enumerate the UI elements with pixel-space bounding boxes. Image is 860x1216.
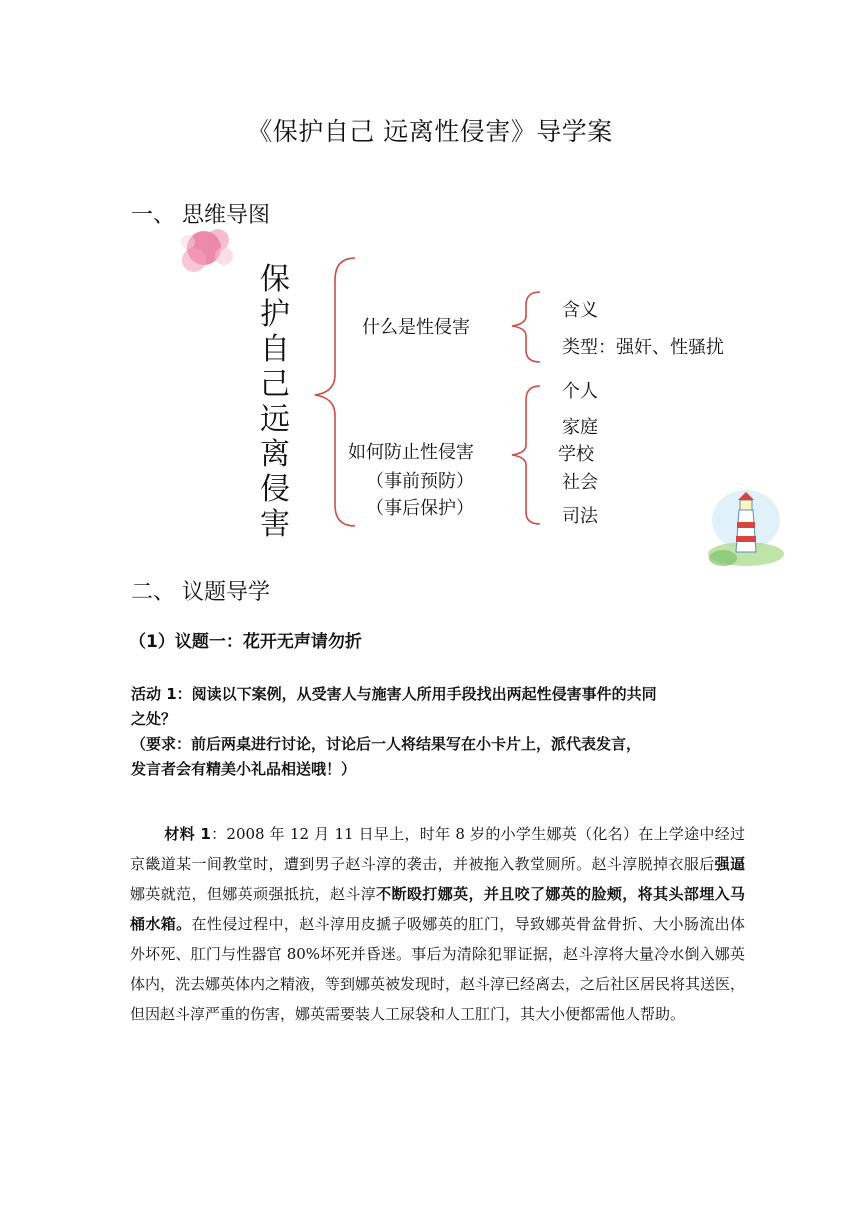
mindmap-item-society: 社会 (562, 472, 598, 493)
section-1-heading: 一、 思维导图 (131, 203, 270, 228)
pink-watercolor-decoration (180, 226, 242, 278)
activity-1-line-2: 之处？ (131, 710, 177, 728)
section-2-heading: 二、 议题导学 (131, 580, 270, 605)
material-1-text-3: 在性侵过程中，赵斗淳用皮搋子吸娜英的肛门，导致娜英骨盆骨折、大小肠流出体外坏死、肛门与性器官 80%坏死并昏迷。事后为清除犯罪证据，赵斗淳将大量冷水倒入娜英体内，洗去娜英体内之精液，等到娜英被发现时，赵斗淳已经离去，之后社区居民将其送医，但因赵斗淳严重的伤害，娜英需要装人工尿袋和人工肛门，其大小便都需他人帮助。 (130, 915, 746, 1023)
mindmap-branch-what: 什么是性侵害 (362, 317, 470, 338)
document-title: 《保护自己 远离性侵害》导学案 (247, 117, 613, 146)
requirement-line-1: （要求：前后两桌进行讨论，讨论后一人将结果写在小卡片上，派代表发言， (131, 735, 642, 753)
activity-1-line-1: 活动 1：阅读以下案例，从受害人与施害人所用手段找出两起性侵害事件的共同 (131, 685, 657, 703)
mindmap-branch-how: 如何防止性侵害 (348, 442, 474, 463)
mindmap-item-types: 类型：强奸、性骚扰 (562, 337, 724, 358)
material-1-paragraph (130, 819, 745, 1029)
mindmap-item-individual: 个人 (562, 381, 598, 402)
material-1-text-2: 娜英就范，但娜英顽强抵抗，赵斗淳 (130, 885, 377, 903)
mindmap-item-judiciary: 司法 (562, 506, 598, 527)
requirement-line-2: 发言者会有精美小礼品相送哦！） (131, 760, 357, 778)
material-1-text-1: ：2008 年 12 月 11 日早上，时年 8 岁的小学生娜英（化名）在上学途中经过京畿道某一间教堂时，遭到男子赵斗淳的袭击，并被拖入教堂厕所。赵斗淳脱掉衣服后 (130, 825, 745, 873)
mindmap-sub-before: （事前预防） (366, 471, 474, 492)
material-1-label: 材料 1 (164, 825, 211, 843)
mindmap-root: 保护自己远离侵害 (260, 262, 290, 542)
material-1-bold-2: 不断殴打娜英，并且咬了娜英的脸颊，将其头部埋入马桶水箱。 (130, 885, 745, 933)
material-1-bold-1: 强逼 (714, 855, 745, 873)
mindmap-item-meaning: 含义 (562, 300, 598, 321)
mindmap-item-family: 家庭 (562, 417, 598, 438)
mindmap-item-school: 学校 (558, 444, 594, 465)
activity-1-prompt (131, 682, 751, 782)
mindmap-sub-after: （事后保护） (366, 498, 474, 519)
topic-1-heading: （1）议题一：花开无声请勿折 (129, 632, 362, 652)
lighthouse-illustration (705, 480, 787, 568)
